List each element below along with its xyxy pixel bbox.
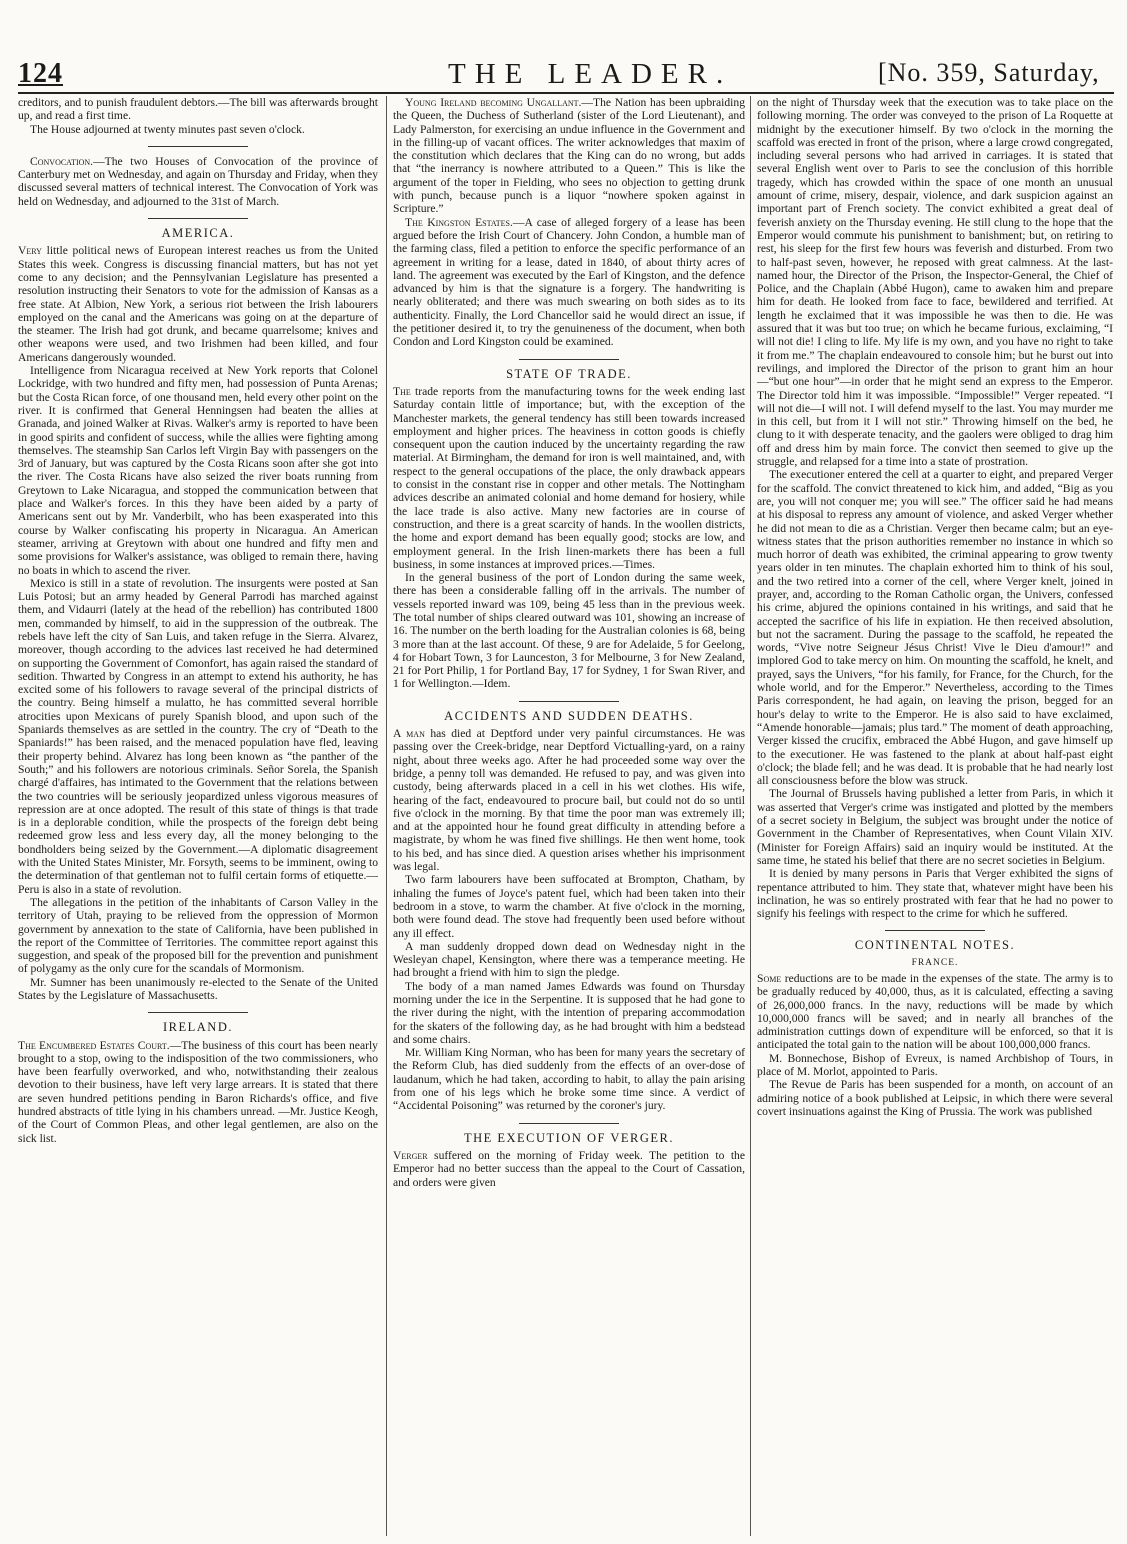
paragraph-lead: A man	[393, 727, 425, 741]
section-heading-continental: CONTINENTAL NOTES.	[854, 938, 1016, 953]
article-text: trade reports from the manufacturing towns for the week ending last Saturday contain little of importance; but, with the exception of the Manchester markets, the general tendency has still been towards increased employment and higher prices. The heaviness in cotton goods is chiefly consequent upon the caution induced by the uncertainty regarding the raw material. At Birmingham, the demand for iron is well maintained, and, with respect to the general occupations of the place, the only drawback appears to consist in the constant rise in copper and other metals. The Nottingham advices describe an animated colonial and home demand for hosiery, while the lace trade is also active. Many new factories are in course of construction, and there is a great scarcity of hands. In the woollen districts, the home and export demand has been equally good; stocks are low, and employment general. In the Irish linen-markets there has been a full business, in some instances at improved prices.—Times.	[393, 384, 745, 571]
column-3	[750, 96, 1113, 1536]
page-number: 124	[18, 58, 63, 89]
column-1	[18, 96, 378, 1536]
article-paragraph	[393, 1149, 745, 1189]
article-text: has died at Deptford under very painful circumstances. He was passing over the Creek-bridge, near Deptford Victualling-yard, on a rainy night, about three weeks ago. After he had proceeded some way over the bridge, a penny toll was demanded. He refused to pay, and was given into custody, being afterwards placed in a cell in his wet clothes. His wife, hearing of the fact, endeavoured to procure bail, but could not do so until five o'clock in the morning. By that time the poor man was extremely ill; and at the appointed hour he found great difficulty in attending before a magistrate, by whom he was fined five shillings. He then went home, took to his bed, and has since died. A question arises whether his imprisonment was legal.	[393, 727, 745, 874]
article-paragraph	[393, 727, 745, 873]
article-text: In the general business of the port of London during the same week, there has been a considerable falling off in the arrivals. The number of vessels reported inward was 109, being 45 less than in the previous week. The total number of ships cleared outward was 101, showing an increase of 16. The number on the berth loading for the Australian colonies is 68, being 3 more than at the last account. Of these, 9 are for Adelaide, 5 for Geelong, 4 for Hobart Town, 3 for Launceston, 3 for Melbourne, 3 for New Zealand, 21 for Port Philip, 1 for Portland Bay, 17 for Sydney, 1 for Swan River, and 1 for Wellington.—Idem.	[393, 571, 745, 691]
article-text: Mr. William King Norman, who has been for many years the secretary of the Reform Club, has died suddenly from the effects of an over-dose of laudanum, which he had taken, according to habit, to allay the pain arising from one of his legs which he broke some time since. A verdict of “Accidental Poisoning” was returned by the coroner's jury.	[393, 1046, 745, 1113]
article-text: It is denied by many persons in Paris that Verger exhibited the signs of repentance attributed to him. They state that, whatever might have been his inclination, he was so entirely prostrated with fear that he had no power to signify his feelings with respect to the crime for which he suffered.	[757, 867, 1113, 921]
article-paragraph	[393, 385, 745, 571]
article-text: A man suddenly dropped down dead on Wednesday night in the Wesleyan chapel, Kensington, where there was a temperance meeting. He had brought a friend with him to sign the pledge.	[393, 939, 745, 980]
article-text: Mexico is still in a state of revolution. The insurgents were posted at San Luis Potosi; but an army headed by General Parrodi has marched against them, and Vidaurri (lately at the head of the rebellion) has contributed 1800 men, commanded by himself, to aid in the suppression of the outbreak. The rebels have left the city of San Luis, and taken refuge in the Sierra. Alvarez, moreover, though according to the advices last received he had determined on supporting the Government of Comonfort, has again raised the standard of sedition. Thwarted by Congress in an attempt to extend his authority, he has excited some of his followers to ravage several of the principal districts of the country. Being himself a mulatto, he has committed several horrible atrocities upon Mexicans of purely Spanish blood, and upon such of the Spaniards themselves as are settled in the country. The cry of “Death to the Spaniards!” has been raised, and the menaced population have fled, leaving their property behind. Alvarez has long been known as “the panther of the South;” and his followers are notorious criminals. Señor Sorela, the Spanish chargé d'affaires, has intimated to the Government that the relations between the two countries will be seriously jeopardized unless vigorous measures of repression are at once adopted. The result of this state of things is that trade is in a deplorable condition, while the prospects of the foreign debt being redeemed grow less and less every day, all the money belonging to the bondholders being seized by the Government.—A diplomatic disagreement with the United States Minister, Mr. Forsyth, seems to be imminent, owing to the determination of that gentleman not to fulfil certain forms of etiquette.—Peru is also in a state of revolution.	[18, 576, 378, 896]
article-text: —A case of alleged forgery of a lease has been argued before the Irish Court of Chancery. John Condon, a humble man of the farming class, filed a petition to enforce the specific performance of an agreement in writing for a lease, dated in 1840, of about thirty acres of land. The agreement was executed by the Earl of Kingston, and the defence advanced by him is that the signature is a forgery. The handwriting is nearly obliterated; and there was much swearing on both sides as to its authenticity. Finally, the Lord Chancellor said he would direct an issue, if the petitioner desired it, to try the genuineness of the document, when both Condon and Lord Kingston could be examined.	[393, 215, 745, 349]
article-text: —The two Houses of Convocation of the province of Canterbury met on Wednesday, and again on Thursday and Friday, when they discussed several matters of technical interest. The Convocation of York was held on Wednesday, and adjourned to the 31st of March.	[18, 154, 378, 208]
article-text: suffered on the morning of Friday week. The petition to the Emperor had no better success than the appeal to the Court of Cassation, and orders were given	[393, 1148, 745, 1189]
paragraph-lead: Very	[18, 244, 42, 258]
article-text: on the night of Thursday week that the execution was to take place on the following morning. The order was conveyed to the prison of La Roquette at midnight by the executioner himself. By two o'clock in the morning the scaffold was erected in front of the prison, where a large crowd congregated, including several persons who had arrived in carriages. It is stated that several English went over to Paris to see the conclusion of this horrible tragedy, which has crowded within the space of one month an unusual amount of crime, misery, despair, violence, and dark suspicion against an important part of French society. The convict exhibited a great deal of feverish anxiety on the Thursday evening. He still clung to the hope that the Emperor would commute his punishment to banishment; but, on retiring to rest, his sleep for the first few hours was feverish and disturbed. From two to half-past seven, however, he reposed with great calmness. At the last-named hour, the Director of the Prison, the Inspector-General, the Chief of Police, and the Chaplain (Abbé Hugon), came to awaken him and prepare him for death. He looked from face to face, bewildered and terrified. At length he exclaimed that it was impossible he was then to die. He was assured that it was but too true; on which he became furious, exclaiming, “I will not die! I cling to life. My life is my own, and you have no right to take it from me.” The chaplain endeavoured to console him; but he burst out into revilings, and implored the Director of the prison to grant him an hour—“but one hour”—in order that he might send an express to the Emperor. The Director told him it was impossible. “Impossible!” Verger repeated. “I will not die—I will not. I will defend myself to the last. You may murder me in this cell, but from it I will not stir.” Throwing himself on the bed, he clung to it with desperate tenacity, and the gaolers were obliged to drag him off and dress him by main force. The convict then seemed to give up the struggle, and relapsed for a time into a state of prostration.	[757, 96, 1113, 469]
article-text: The Revue de Paris has been suspended for a month, on account of an admiring notice of a book published at Leipsic, in which there were several covert insinuations against the King of Prussia. The work was published	[757, 1078, 1113, 1118]
article-text: little political news of European interest reaches us from the United States this week. Congress is discussing financial matters, but has not yet come to any decision; and the Pennsylvanian Legislature has presented a resolution instructing their Senators to vote for the admission of Kansas as a free state. At Albion, New York, a serious riot between the Irish labourers employed on the canal and the Americans was going on at the departure of the steamer. The Irish had got drunk, and became quarrelsome; knives and other weapons were used, and two Irishmen had been killed, and four Americans dangerously wounded.	[18, 244, 378, 364]
article-text: M. Bonnechose, Bishop of Evreux, is named Archbishop of Tours, in place of M. Morlot, appointed to Paris.	[757, 1051, 1113, 1079]
paragraph-lead: Some	[757, 972, 782, 985]
section-heading-america: AMERICA.	[161, 226, 235, 241]
divider	[885, 930, 985, 931]
paragraph-lead: The Encumbered Estates Court.	[18, 1038, 170, 1052]
paragraph-lead: The	[393, 384, 411, 398]
article-paragraph	[393, 96, 745, 216]
divider	[519, 359, 619, 360]
article-paragraph	[18, 1039, 378, 1145]
article-text: The House adjourned at twenty minutes past seven o'clock.	[30, 122, 305, 136]
article-text: Mr. Sumner has been unanimously re-elected to the Senate of the United States by the Legislature of Massachusetts.	[18, 975, 378, 1002]
article-paragraph	[18, 155, 378, 208]
section-heading-accidents: ACCIDENTS AND SUDDEN DEATHS.	[444, 708, 694, 723]
section-heading-verger: THE EXECUTION OF VERGER.	[463, 1130, 675, 1145]
article-paragraph	[757, 972, 1113, 1052]
issue-info: [No. 359, Saturday,	[878, 58, 1100, 87]
divider	[148, 218, 248, 219]
column-2	[386, 96, 745, 1536]
article-text: Intelligence from Nicaragua received at New York reports that Colonel Lockridge, with two hundred and fifty men, had possession of Punta Arenas; but the Costa Rican force, of one thousand men, held every other point on the river. It is confirmed that General Henningsen had beaten the allies at Granada, and joined Walker at Rivas. Walker's army is reported to have been in good spirits and confident of success, while the allies were fighting among themselves. The steamship San Carlos left Virgin Bay with passengers on the 3rd of January, but was captured by the Costa Ricans soon after she got into the river. The Costa Ricans have also seized the river boats running from Greytown to Lake Nicaragua, and stopped the communication between that place and Walker's forces. In this they have been aided by a party of Americans sent out by Mr. Vanderbilt, who has been exasperated into this course by Walker confiscating his property in Nicaragua. An American steamer, arriving at Greytown with about one hundred and fifty men and some provisions for Walker's assistance, was obliged to remain there, having no boats in which to ascend the river.	[18, 364, 378, 577]
article-text: —The business of this court has been nearly brought to a stop, owing to the indisposition of the two commissioners, who have been fearfully overworked, and who, notwithstanding their zealous devotion to their business, have left very large arrears. It is stated that there are seven hundred petitions pending in Baron Richards's office, and five hundred abstracts of title lying in his chambers unread. —Mr. Justice Keogh, of the Court of Common Pleas, and other legal gentlemen, are also on the sick list.	[18, 1038, 378, 1145]
article-text: The Journal of Brussels having published a letter from Paris, in which it was asserted that Verger's crime was instigated and plotted by the members of a secret society in Belgium, the subject was brought under the notice of Government in the Chamber of Representatives, when Count Vilain XIV. (Minister for Foreign Affairs) said an inquiry would be instituted. At the same time, he stated his belief that there are no secret societies in Belgium.	[757, 787, 1113, 867]
article-text: creditors, and to punish fraudulent debtors.—The bill was afterwards brought up, and read a first time.	[18, 96, 378, 123]
article-paragraph	[393, 216, 745, 349]
newspaper-page	[18, 0, 1114, 1544]
masthead-rule	[18, 92, 1114, 94]
article-text: Two farm labourers have been suffocated at Brompton, Chatham, by inhaling the fumes of Joyce's patent fuel, which had been taken into their bedroom in a stove, to warm the chamber. At five o'clock in the morning, both were found dead. The stove had frequently been used before without any ill effect.	[393, 873, 745, 940]
newspaper-title: THE LEADER.	[448, 58, 733, 90]
divider	[519, 1123, 619, 1124]
paragraph-lead: Young Ireland becoming Ungallant.	[405, 96, 582, 109]
paragraph-lead: The Kingston Estates.	[405, 215, 513, 229]
article-text: —The Nation has been upbraiding the Queen, the Duchess of Sutherland (sister of the Lord Lieutenant), and Lady Palmerston, for exercising an undue influence in the Government and in the filling-up of vacant offices. The writer acknowledges that maxim of the constitution which declares that the King can do no wrong, but adds that “the inerrancy is nowhere attributed to a Queen.” This is like the argument of the toper in Fielding, who sees no objection to getting drunk with punch, because punch is a liquor “nowhere spoken against in Scripture.”	[393, 96, 745, 216]
article-paragraph	[18, 244, 378, 364]
divider	[148, 146, 248, 147]
divider	[148, 1012, 248, 1013]
article-text: The body of a man named James Edwards was found on Thursday morning under the ice in the Serpentine. It is supposed that he had gone to the river during the night, with the intention of preparing accommodation for the skaters of the following day, as he had brought with him a bedstead and some chairs.	[393, 979, 745, 1046]
paragraph-lead: Verger	[393, 1148, 428, 1162]
subheading-france: FRANCE.	[911, 957, 959, 968]
article-text: reductions are to be made in the expenses of the state. The army is to be gradually reduced by 40,000, thus, as it is calculated, effecting a saving of 26,000,000 francs. In the navy, reductions will be made by which 10,000,000 francs will be saved; and in nearly all branches of the administration cuttings down of expenditure will be enforced, so that it is anticipated the total gain to the nation will be about 100,000,000 francs.	[757, 972, 1113, 1052]
paragraph-lead: Convocation.	[30, 154, 94, 168]
divider	[519, 701, 619, 702]
article-text: The allegations in the petition of the inhabitants of Carson Valley in the territory of Utah, praying to be relieved from the oppression of Mormon government by annexation to the state of California, have been published in the report of the Committee of Territories. The committee report against this suggestion, and speak of the proposed bill for the prevention and punishment of polygamy as the only cure for the scandals of Mormonism.	[18, 895, 378, 976]
section-heading-ireland: IRELAND.	[163, 1020, 233, 1035]
article-text: The executioner entered the cell at a quarter to eight, and prepared Verger for the scaffold. The convict threatened to kick him, and added, “Big as you are, you will not conquer me; you will see.” The officer said he had means at his disposal to repress any amount of violence, and asked Verger whether he did not mean to die as a Christian. Verger then became calm; but an eye-witness states that the prison authorities remember no instance in which so much horror of death was exhibited, the criminal appearing to grow twenty years older in ten minutes. The chaplain exhorted him to think of his soul, and the two retired into a corner of the cell, where Verger knelt, joined in prayer, and, according to the Roman Catholic organ, the Univers, confessed his crime, abjured the opinions contained in his writings, and said that he accepted the sacrifice of his life in expiation. He then received absolution, but not the sacrament. During the passage to the scaffold, he repeated the words, “Vive notre Seigneur Jésus Christ! Vive le Dieu d'amour!” and implored God to take mercy on him. On mounting the scaffold, he knelt, and prayed, says the Univers, “for his family, for France, for the Church, for the whole world, and for the Emperor.” Nevertheless, according to the Times Paris correspondent, he had again, on leaving the prison, begged for an hour's delay to write to the Emperor. He is also said to have exclaimed, “Amende honorable—jamais; plus tard.” The moment of death approaching, Verger kissed the crucifix, embraced the Abbé Hugon, and gave himself up to the executioner. He was fastened to the plank at about half-past eight o'clock; the blade fell; and he was dead. It is probable that he had nearly lost all consciousness before the blow was struck.	[757, 468, 1113, 788]
section-heading-trade: STATE OF TRADE.	[506, 366, 632, 381]
